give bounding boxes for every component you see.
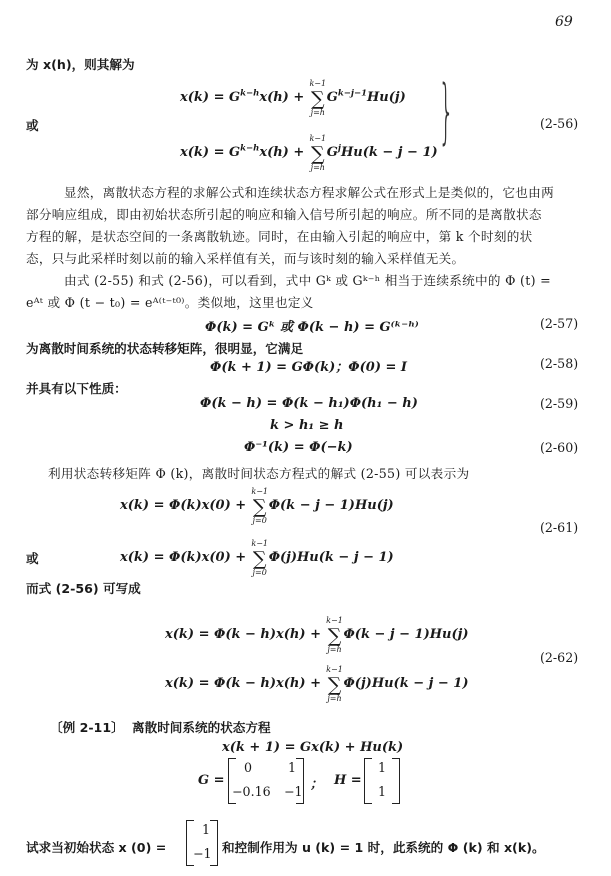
page-number: 69 <box>555 14 573 30</box>
eq-label-2-62: (2-62) <box>540 650 579 665</box>
line-after-260: 利用状态转移矩阵 Φ (k)，离散时间状态方程式的解式 (2-55) 可以表示为 <box>48 466 470 481</box>
g-matrix-label: G = <box>198 773 225 788</box>
intro-line: 为 x(h)，则其解为 <box>26 57 135 72</box>
para2-line1: 由式 (2-55) 和式 (2-56)，可以看到，式中 Gᵏ 或 Gᵏ⁻ʰ 相当于连续系统中的 Φ (t) = <box>64 273 552 288</box>
h-r2: 1 <box>378 784 387 799</box>
h-left-bracket <box>364 758 372 804</box>
para2-line2: eᴬᵗ 或 Φ (t − t₀) = eᴬ⁽ᵗ⁻ᵗ⁰⁾。类似地，这里也定义 <box>26 295 314 310</box>
eq-2-60: Φ⁻¹(k) = Φ(−k) <box>244 440 353 455</box>
matrix-separator: ； <box>310 777 324 792</box>
example-state-eq: x(k + 1) = Gx(k) + Hu(k) <box>222 740 404 755</box>
g-right-bracket <box>296 758 304 804</box>
eq-label-2-60: (2-60) <box>540 440 579 455</box>
or-word: 或 <box>26 118 39 133</box>
x0-r1: 1 <box>202 822 211 837</box>
h-matrix-label: H = <box>334 773 362 788</box>
or-word-2: 或 <box>26 551 39 566</box>
x0-r2: −1 <box>193 846 212 861</box>
eq-2-62-line1: x(k) = Φ(k − h)x(h) + ∑ k−1 j=h Φ(k − j − 1)Hu(j) <box>165 616 469 654</box>
eq-2-61-line2: x(k) = Φ(k)x(0) + ∑ k−1 j=0 Φ(j)Hu(k − j − 1) <box>120 539 394 577</box>
g-r1c2: 1 <box>288 760 297 775</box>
g-r1c1: 0 <box>244 760 253 775</box>
x0-right-bracket <box>210 820 218 866</box>
para1-line2: 部分响应组成，即由初始状态所引起的响应和输入信号所引起的响应。所不同的是离散状态 <box>26 207 542 222</box>
h-right-bracket <box>392 758 400 804</box>
task-prefix: 试求当初始状态 x (0) = <box>26 840 167 855</box>
eq-2-62-line2: x(k) = Φ(k − h)x(h) + ∑ k−1 j=h Φ(j)Hu(k − j − 1) <box>165 665 469 703</box>
eq-2-61-line1: x(k) = Φ(k)x(0) + ∑ k−1 j=0 Φ(k − j − 1)Hu(j) <box>120 487 394 525</box>
example-label: 〔例 2-11〕 <box>50 720 124 735</box>
eq-2-56-line2: $x(k) = G^{k-h}x(h)$ + ∑ k−1 j=h $G^jHu(k - j - 1)$ <box>180 134 438 172</box>
g-r2c1: −0.16 <box>232 784 271 799</box>
example-title: 离散时间系统的状态方程 <box>132 720 271 735</box>
eq-label-2-57: (2-57) <box>540 316 579 331</box>
line-after-258: 并具有以下性质： <box>26 381 127 396</box>
eq-2-58: Φ(k + 1) = GΦ(k)；Φ(0) = I <box>210 360 407 375</box>
eq-2-57: Φ(k) = Gᵏ 或 Φ(k − h) = G⁽ᵏ⁻ʰ⁾ <box>205 320 419 335</box>
para1-line3: 方程的解，是状态空间的一条离散轨迹。同时，在由输入引起的响应中，第 k 个时刻的状 <box>26 229 533 244</box>
eq-2-56-line1: $x(k) = G^{k-h}x(h)$ + ∑ k−1 j=h $G^{k-j-1}Hu(j)$ <box>180 79 406 117</box>
g-r2c2: −1 <box>284 784 303 799</box>
line-after-261: 而式 (2-56) 可写成 <box>26 581 141 596</box>
para1-line4: 态，只与此采样时刻以前的输入采样值有关，而与该时刻的输入采样值无关。 <box>26 251 465 266</box>
eq-label-2-61: (2-61) <box>540 520 579 535</box>
eq-2-59: Φ(k − h) = Φ(k − h₁)Φ(h₁ − h) <box>200 396 418 411</box>
eq-label-2-59: (2-59) <box>540 396 579 411</box>
right-brace-icon: } <box>438 70 455 152</box>
eq-label-2-56: (2-56) <box>540 116 579 131</box>
line-after-257: 为离散时间系统的状态转移矩阵，很明显，它满足 <box>26 341 304 356</box>
para1-line1: 显然，离散状态方程的求解公式和连续状态方程求解公式在形式上是类似的，它也由两 <box>64 185 554 200</box>
h-r1: 1 <box>378 760 387 775</box>
task-suffix: 和控制作用为 u (k) = 1 时，此系统的 Φ (k) 和 x(k)。 <box>222 840 545 855</box>
eq-label-2-58: (2-58) <box>540 356 579 371</box>
condition-2-59: k > h₁ ≥ h <box>270 418 344 433</box>
